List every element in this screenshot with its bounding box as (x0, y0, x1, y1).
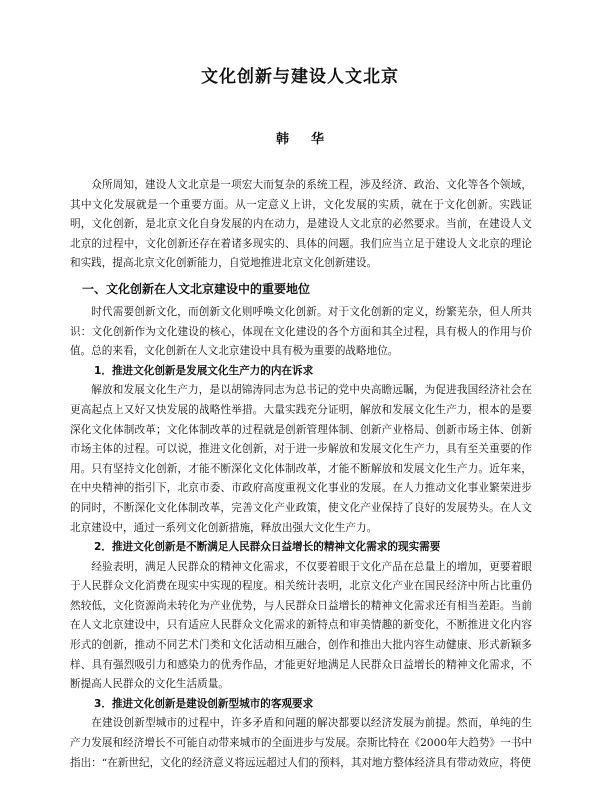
subsection-1-paragraph: 解放和发展文化生产力，是以胡锦涛同志为总书记的党中央高瞻远瞩，为促进我国经济社会在更高起点上又好又快发展的战略性举措。大量实践充分证明，解放和发展文化生产力，根本的是要深化文化体制改革；文化体制改革的过程就是创新管理体制、创新产业格局、创新市场主体、创新市场主体的过程。可以说，推进文化创新，对于进一步解放和发展文化生产力，具有至关重要的作用。只有坚持文化创新，才能不断深化文化体制改革，才能不断解放和发展文化生产力。近年来，在中央精神的指引下，北京市委、市政府高度重视文化事业的发展。在人力推动文化事业繁荣进步的同时，不断深化文化体制改革，完善文化产业政策，使文化产业保持了良好的发展势头。在人文北京建设中，通过一系列文化创新措施，释放出强大文化生产力。 (70, 384, 532, 534)
section-heading-1: 一、文化创新在人文北京建设中的重要地位 (82, 281, 311, 296)
article-body (70, 176, 532, 773)
subsection-3-paragraph: 在建设创新型城市的过程中，许多矛盾和问题的解决都要以经济发展为前提。然而，单纯的生产力发展和经济增长不可能自动带来城市的全面进步与发展。奈斯比特在《2000年大趋势》一书中指出：“在新世纪，文化的经济意义将远远超过人们的预料，其对地方整体经济具有带动效应，将使 (70, 717, 532, 769)
author-surname: 韩 (275, 132, 289, 147)
subsection-heading-2: 2．推进文化创新是不断满足人民群众日益增长的精神文化需求的现实需要 (94, 541, 441, 554)
author-given-name: 华 (311, 132, 325, 147)
article-title: 文化创新与建设人文北京 (201, 67, 399, 87)
section-1-paragraph: 时代需要创新文化，而创新文化则呼唤文化创新。对于文化创新的定义，纷繁芜杂，但人所共识：文化创新作为文化建设的核心，体现在文化建设的各个方面和其全过程，具有极人的作用与价值。总的来看，文化创新在人文北京建设中具有极为重要的战略地位。 (70, 305, 532, 358)
subsection-heading-1: 1．推进文化创新是发展文化生产力的内在诉求 (94, 364, 314, 377)
intro-paragraph: 众所周知，建设人文北京是一项宏大而复杂的系统工程，涉及经济、政治、文化等各个领域，其中文化发展就是一个重要方面。从一定意义上讲，文化发展的实质，就在于文化创新。实践证明，文化创新，是北京文化自身发展的内在动力，是建设人文北京的必然要求。当前，在建设人文北京的过程中，文化创新还存在着诸多现实的、具体的问题。我们应当立足于建设人文北京的理论和实践，提高北京文化创新能力，自觉地推进北京文化创新建设。 (70, 179, 532, 270)
author-name (0, 128, 600, 147)
subsection-2-paragraph: 经验表明，满足人民群众的精神文化需求，不仅要着眼于文化产品在总量上的增加，更要着眼于人民群众文化消费在现实中实现的程度。相关统计表明，北京文化产业在国民经济中所占比重仍然较低，文化资源尚未转化为产业优势，与人民群众日益增长的精神文化需求还有相当差距。当前在人文北京建设中，只有适应人民群众文化需求的新特点和审美情趣的新变化，不断推进文化内容形式的创新，推动不同艺术门类和文化活动相互融合，创作和推出大批内容生动健康、形式新颖多样、具有强烈吸引力和感染力的优秀作品，才能更好地满足人民群众日益增长的精神文化需求，不断提高人民群众的文化生活质量。 (70, 560, 532, 691)
subsection-heading-3: 3．推进文化创新是建设创新型城市的客观要求 (94, 697, 314, 710)
